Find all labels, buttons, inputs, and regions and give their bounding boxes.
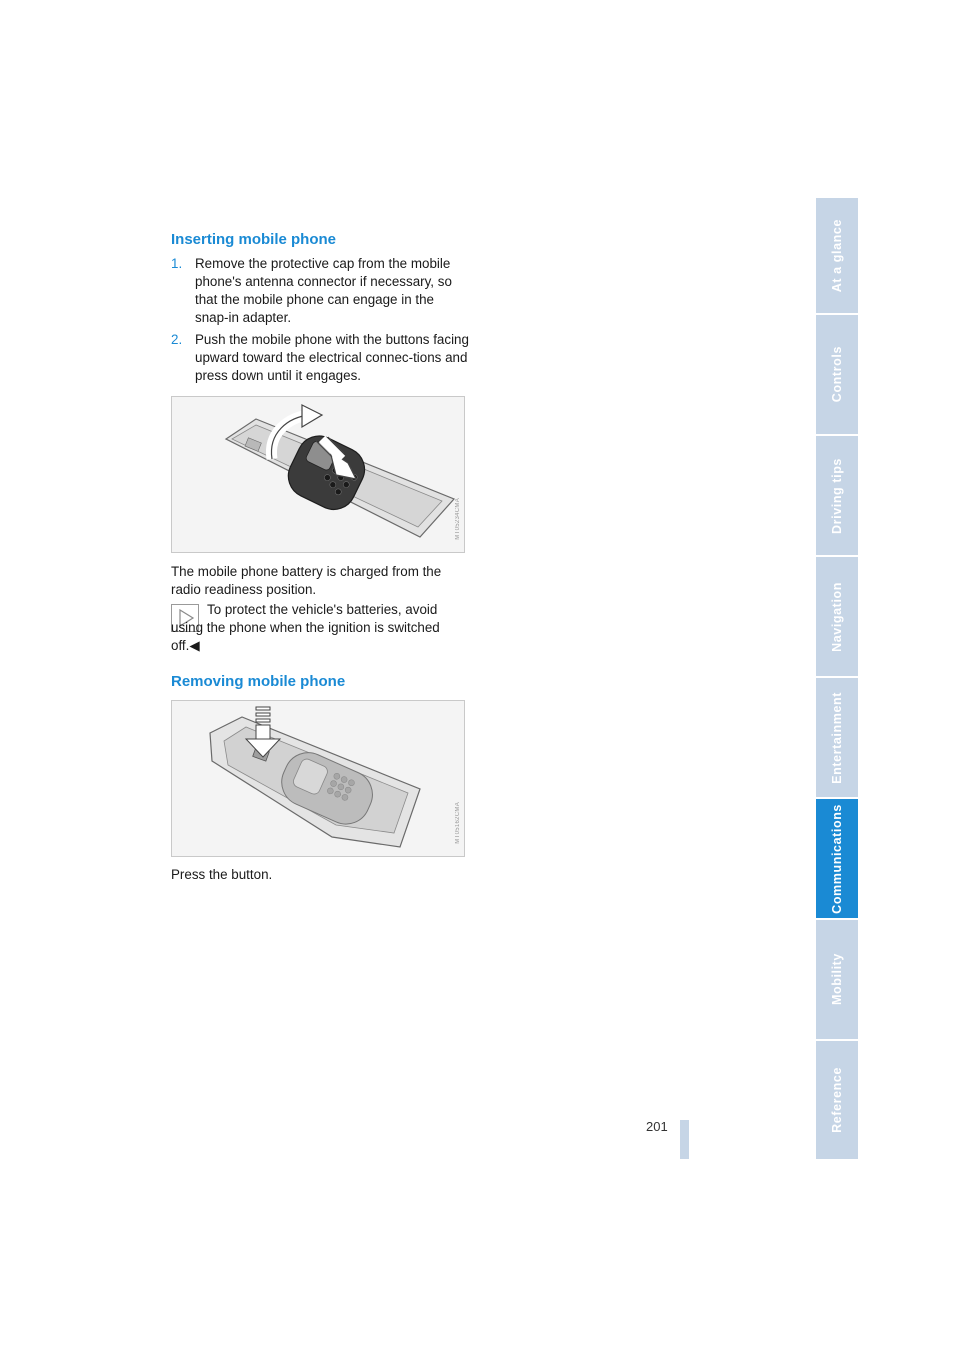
tab-label: Controls [830, 346, 844, 403]
illustration-phone-insert [172, 397, 465, 553]
tab-label: Navigation [830, 581, 844, 652]
end-mark-icon: ◀ [189, 638, 200, 653]
step-2 [171, 331, 471, 385]
step-text: Remove the protective cap from the mobile phone's antenna connector if necessary, so that the mobile phone can engage in the snap-in adapter. [195, 256, 452, 325]
page-marker-bar [680, 1120, 689, 1159]
section-title-removing: Removing mobile phone [171, 673, 346, 690]
illustration-phone-remove [172, 701, 465, 857]
tab-label: Communications [830, 803, 844, 914]
figure-inserting-phone [171, 396, 465, 553]
page-number: 201 [646, 1119, 668, 1134]
tab-label: At a glance [830, 218, 844, 293]
note-text [171, 601, 471, 655]
tab-at-a-glance[interactable] [816, 198, 858, 313]
tab-mobility[interactable] [816, 920, 858, 1039]
figure-removing-phone [171, 700, 465, 857]
note-body: To protect the vehicle's batteries, avoid using the phone when the ignition is switched off. [171, 602, 440, 653]
step-number: 2. [171, 332, 183, 347]
tab-label: Entertainment [830, 691, 844, 784]
tab-label: Reference [830, 1067, 844, 1133]
tab-reference[interactable] [816, 1041, 858, 1159]
tab-navigation[interactable] [816, 557, 858, 676]
step-1 [171, 255, 471, 327]
step-number: 1. [171, 256, 183, 271]
tab-label: Driving tips [830, 457, 844, 534]
step-text: Push the mobile phone with the buttons facing upward toward the electrical connec-tions and press down until it engages. [195, 332, 469, 383]
tab-communications[interactable] [816, 799, 858, 918]
battery-text: The mobile phone battery is charged from the radio readiness position. [171, 564, 442, 597]
tab-driving-tips[interactable] [816, 436, 858, 555]
tab-controls[interactable] [816, 315, 858, 434]
figure-code: MT05234CMA [455, 498, 461, 540]
figure-code: MT05162CMA [455, 802, 461, 844]
chapter-tabs [816, 198, 858, 1161]
section-title-inserting: Inserting mobile phone [171, 231, 337, 248]
press-button-text: Press the button. [171, 867, 273, 882]
tab-label: Mobility [830, 953, 844, 1006]
tab-entertainment[interactable] [816, 678, 858, 797]
